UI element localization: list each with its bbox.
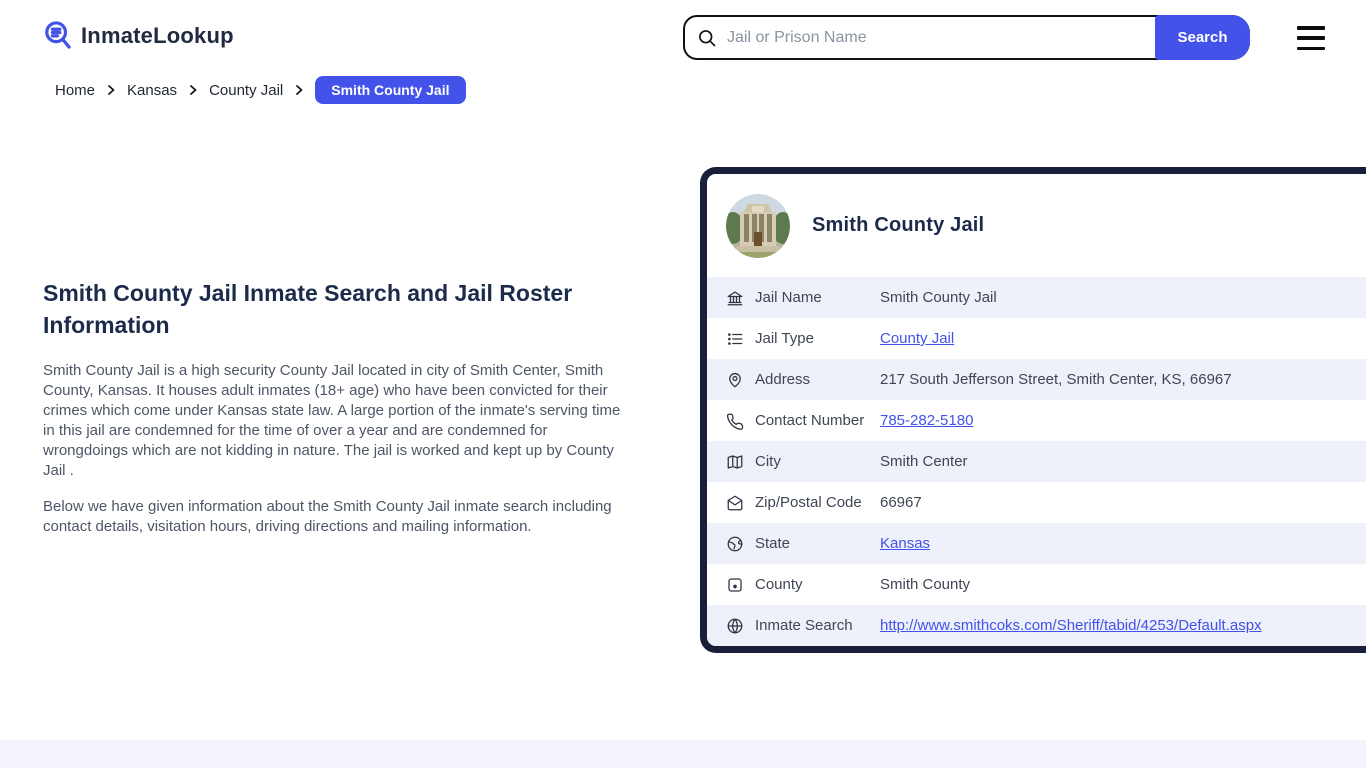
table-row bbox=[707, 359, 1366, 400]
jail-card-header bbox=[707, 174, 1366, 277]
row-label: Jail Name bbox=[755, 289, 822, 306]
breadcrumb-county-jail[interactable]: County Jail bbox=[209, 81, 284, 99]
table-row bbox=[707, 441, 1366, 482]
breadcrumb-current-badge[interactable]: Smith County Jail bbox=[315, 76, 465, 104]
logo[interactable] bbox=[43, 20, 234, 52]
row-label: State bbox=[755, 535, 791, 552]
jail-details-table bbox=[707, 277, 1366, 646]
row-value: Smith County Jail bbox=[880, 289, 997, 306]
row-label: Inmate Search bbox=[755, 617, 853, 634]
logo-magnifier-icon bbox=[43, 20, 73, 52]
jail-card-title: Smith County Jail bbox=[812, 214, 985, 236]
mail-icon bbox=[726, 494, 744, 512]
row-label: Address bbox=[755, 371, 811, 388]
intro-paragraph: Smith County Jail is a high security County Jail located in city of Smith Center, Smith County, Kansas. It houses adult inmates (18+ age) who have been convicted for their crimes which come under Kansas state law. A large portion of the inmate's serving time in this jail are condemned for the time of over a year and are condemned for wrongdoings which are not kidding in nature. The jail is worked and kept up by County Jail . bbox=[43, 362, 621, 479]
jail-info-card bbox=[700, 167, 1366, 653]
row-value: Smith Center bbox=[880, 453, 968, 470]
search-icon bbox=[697, 28, 717, 48]
table-row bbox=[707, 482, 1366, 523]
row-value[interactable]: 785-282-5180 bbox=[880, 412, 974, 429]
list-icon bbox=[726, 330, 744, 348]
row-label: City bbox=[755, 453, 781, 470]
table-row bbox=[707, 277, 1366, 318]
chevron-right-icon bbox=[293, 84, 305, 96]
jail-photo-avatar bbox=[726, 194, 790, 258]
row-value[interactable]: County Jail bbox=[880, 330, 955, 347]
logo-text: InmateLookup bbox=[81, 23, 234, 48]
row-value[interactable]: Kansas bbox=[880, 535, 931, 552]
row-label: Jail Type bbox=[755, 330, 814, 347]
breadcrumb-kansas[interactable]: Kansas bbox=[127, 81, 178, 99]
earth-icon bbox=[726, 535, 744, 553]
chevron-right-icon bbox=[105, 84, 117, 96]
breadcrumb bbox=[55, 76, 466, 104]
chevron-right-icon bbox=[187, 84, 199, 96]
table-row bbox=[707, 605, 1366, 646]
row-value: 217 South Jefferson Street, Smith Center, KS, 66967 bbox=[880, 371, 1232, 388]
map-pin-icon bbox=[726, 371, 744, 389]
intro-paragraph: Below we have given information about the Smith County Jail inmate search including contact details, visitation hours, driving directions and mailing information. bbox=[43, 498, 612, 535]
menu-icon[interactable] bbox=[1297, 26, 1325, 50]
search-button[interactable]: Search bbox=[1155, 15, 1250, 60]
table-row bbox=[707, 318, 1366, 359]
row-label: Zip/Postal Code bbox=[755, 494, 862, 511]
phone-icon bbox=[726, 412, 744, 430]
table-row bbox=[707, 564, 1366, 605]
breadcrumb-home[interactable]: Home bbox=[55, 81, 96, 99]
intro-section bbox=[43, 277, 643, 537]
row-value: 66967 bbox=[880, 494, 922, 511]
row-label: County bbox=[755, 576, 803, 593]
page-title: Smith County Jail Inmate Search and Jail Roster Information bbox=[43, 280, 573, 338]
table-row bbox=[707, 400, 1366, 441]
county-icon bbox=[726, 576, 744, 594]
row-value: Smith County bbox=[880, 576, 971, 593]
search-bar bbox=[683, 15, 1250, 60]
map-icon bbox=[726, 453, 744, 471]
table-row bbox=[707, 523, 1366, 564]
bank-icon bbox=[726, 289, 744, 307]
footer-strip bbox=[0, 740, 1366, 768]
row-value[interactable]: http://www.smithcoks.com/Sheriff/tabid/4253/Default.aspx bbox=[880, 617, 1262, 634]
globe-icon bbox=[726, 617, 744, 635]
row-label: Contact Number bbox=[755, 412, 865, 429]
